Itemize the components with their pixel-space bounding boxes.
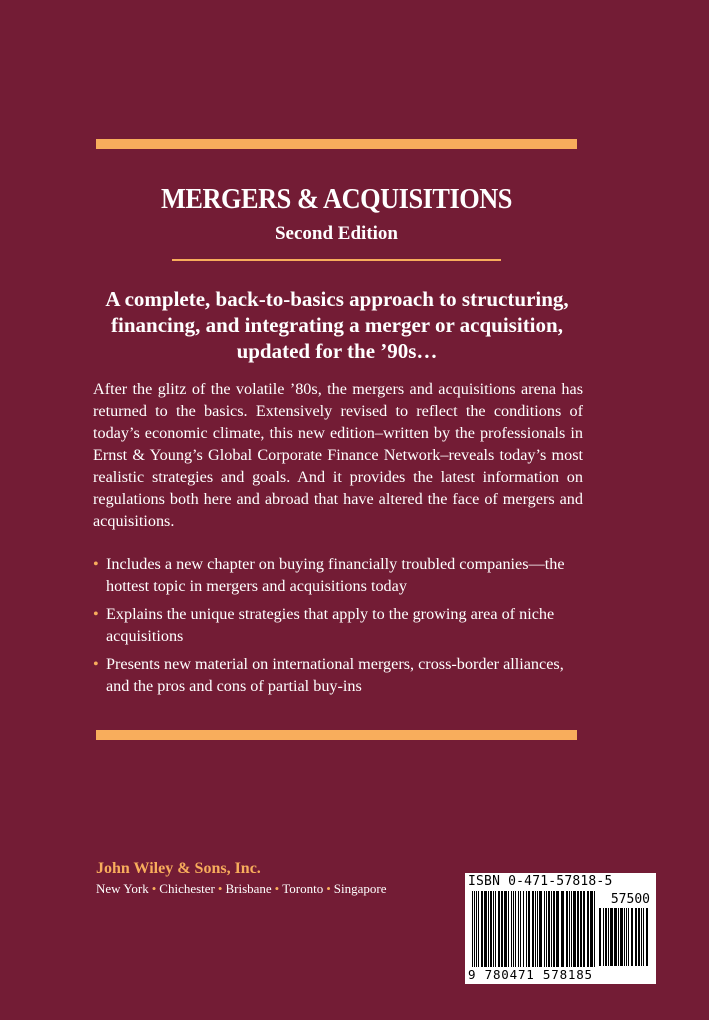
city: Toronto xyxy=(282,881,324,896)
list-item xyxy=(93,603,583,647)
edition-label: Second Edition xyxy=(274,223,398,244)
publisher-name: John Wiley & Sons, Inc. xyxy=(96,860,261,877)
city: Brisbane xyxy=(225,881,272,896)
feature-list xyxy=(93,553,583,703)
list-item xyxy=(93,553,583,597)
price-code: 57500 xyxy=(610,892,650,907)
description-paragraph: After the glitz of the volatile ’80s, the mergers and acquisitions arena has returned to the basics. Extensively revised to reflect the conditions of today’s economic climate, this new edition–written by the professionals in Ernst & Young’s Global Corporate Finance Network–reveals today’s most realistic strategies and goals. And it provides the latest information on regulations both here and abroad that have altered the face of mergers and acquisitions. xyxy=(93,380,583,530)
top-accent-rule xyxy=(96,139,577,149)
feature-text: Includes a new chapter on buying financially troubled companies—the hottest topic in mergers and acquisitions today xyxy=(106,555,565,595)
tagline: A complete, back-to-basics approach to structuring, financing, and integrating a merger or acquisition, updated for the ’90s… xyxy=(105,287,569,363)
bullet-icon: • xyxy=(93,655,99,673)
city: Singapore xyxy=(333,881,387,896)
price-barcode-icon xyxy=(598,908,650,966)
book-title: MERGERS & ACQUISITIONS xyxy=(161,184,512,215)
separator-dot: • xyxy=(274,881,280,896)
isbn-text: ISBN 0-471-57818-5 xyxy=(468,874,613,889)
feature-text: Presents new material on international mergers, cross-border alliances, and the pros and cons of partial buy-ins xyxy=(106,655,564,695)
ean-number: 9 780471 578185 xyxy=(468,967,593,982)
city: Chichester xyxy=(159,881,215,896)
ean-barcode-icon xyxy=(471,891,597,967)
separator-dot: • xyxy=(326,881,331,896)
bullet-icon: • xyxy=(93,605,99,623)
bullet-icon: • xyxy=(93,555,99,573)
list-item xyxy=(93,653,583,697)
bottom-accent-rule xyxy=(96,730,577,740)
publisher-cities xyxy=(96,881,387,897)
separator-dot: • xyxy=(151,881,157,896)
feature-text: Explains the unique strategies that apply to the growing area of niche acquisitions xyxy=(106,605,555,645)
barcode-panel xyxy=(465,873,656,984)
separator-dot: • xyxy=(217,881,223,896)
title-divider xyxy=(172,259,501,261)
city: New York xyxy=(96,881,149,896)
